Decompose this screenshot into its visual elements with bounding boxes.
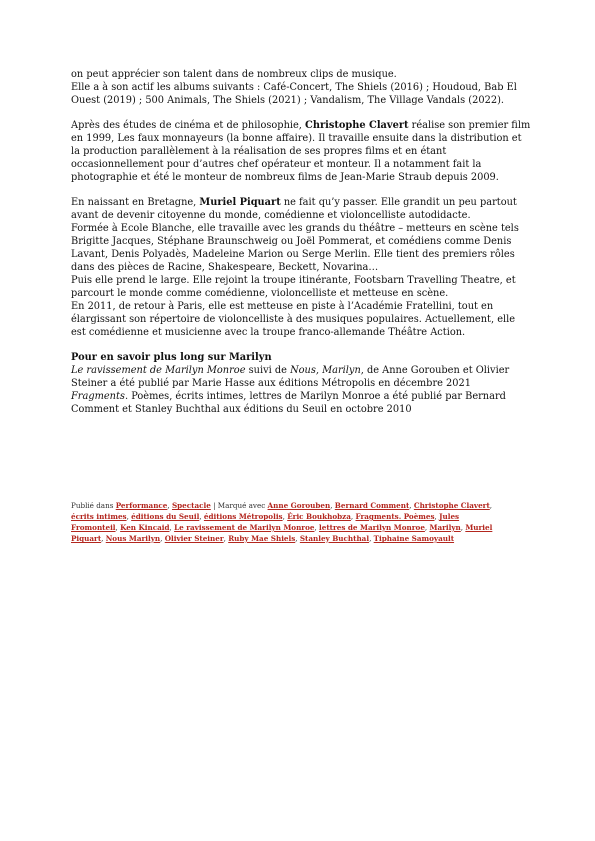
piquart-bio xyxy=(71,196,531,222)
tag-link[interactable]: Bernard Comment xyxy=(334,501,410,510)
published-in-label: Publié dans xyxy=(71,501,116,510)
category-link[interactable]: Performance xyxy=(115,501,168,510)
musician-albums: Elle a à son actif les albums suivants : Café-Concert, The Shiels (2016) ; Houdoud, Bab El Ouest (2019) ; 500 Animals, The Shiels (2021) ; Vandalism, The Village Vandals (2022). xyxy=(71,82,517,106)
tag-link[interactable]: Olivier Steiner xyxy=(164,534,224,543)
tag-list: Anne Gorouben, Bernard Comment, Christophe Clavert, écrits intimes, éditions du Seuil, éditions Métropolis, Éric Boukhobza, Fragments. Poèmes, Jules Fromonteil, Ken Kincaid, Le ravissement de Marilyn Monroe, lettres de Marilyn Monroe, Marilyn, Muriel Piquart, Nous Marilyn, Olivier Steiner, Ruby Mae Shiels, Stanley Buchthal, Tiphaine Samoyault xyxy=(71,501,493,543)
book-1: Le ravissement de Marilyn Monroe suivi de Nous, Marilyn, de Anne Gorouben et Olivier Steiner a été publié par Marie Hasse aux éditions Métropolis en décembre 2021 xyxy=(71,365,510,389)
tag-link[interactable]: écrits intimes xyxy=(71,512,127,521)
tag-link[interactable]: Anne Gorouben xyxy=(267,501,331,510)
tag-link[interactable]: Le ravissement de Marilyn Monroe xyxy=(174,523,315,532)
tag-link[interactable]: Ken Kincaid xyxy=(120,523,170,532)
tag-link[interactable]: Christophe Clavert xyxy=(413,501,490,510)
tag-link[interactable]: Nous Marilyn xyxy=(105,534,161,543)
piquart-text: ne fait qu’y passer. Elle grandit un peu partout avant de devenir citoyenne du monde, comédienne et violoncelliste autodidacte. xyxy=(71,197,517,221)
clavert-bio xyxy=(71,119,531,184)
clavert-name: Christophe Clavert xyxy=(305,120,409,131)
tag-link[interactable]: Muriel Piquart xyxy=(71,523,493,543)
piquart-name: Muriel Piquart xyxy=(199,197,281,208)
tag-link[interactable]: éditions du Seuil xyxy=(131,512,200,521)
tag-link[interactable]: Marilyn xyxy=(429,523,461,532)
more-heading: Pour en savoir plus long sur Marilyn xyxy=(71,352,272,363)
piquart-travel: Puis elle prend le large. Elle rejoint la troupe itinérante, Footsbarn Travelling Theatre, et parcourt le monde comme comédienne, violoncelliste et metteuse en scène. xyxy=(71,275,516,299)
piquart-intro: En naissant en Bretagne, xyxy=(71,197,200,208)
category-link[interactable]: Spectacle xyxy=(171,501,211,510)
tag-link[interactable]: Éric Boukhobza xyxy=(287,512,351,521)
musician-line: on peut apprécier son talent dans de nombreux clips de musique. xyxy=(71,69,397,80)
clavert-intro: Après des études de cinéma et de philosophie, xyxy=(71,120,306,131)
tag-link[interactable]: Fragments. Poèmes xyxy=(355,512,435,521)
tag-link[interactable]: Jules Fromonteil xyxy=(71,512,460,532)
tag-link[interactable]: Stanley Buchthal xyxy=(299,534,370,543)
tag-link[interactable]: lettres de Marilyn Monroe xyxy=(319,523,425,532)
clavert-text: réalise son premier film en 1999, Les faux monnayeurs (la bonne affaire). Il travaille ensuite dans la distribution et la production parallèlement à la réalisation de ses propres films et en étant occasionnellement pour d’autres chef opérateur et monteur. Il a notamment fait la photographie et été le monteur de nombreux films de Jean-Marie Straub depuis 2009. xyxy=(71,120,531,183)
tag-link[interactable]: Ruby Mae Shiels xyxy=(228,534,296,543)
book-1-title: Le ravissement de Marilyn Monroe xyxy=(71,365,246,376)
book-2: Fragments. Poèmes, écrits intimes, lettres de Marilyn Monroe a été publié par Bernard Comment et Stanley Buchthal aux éditions du Seuil en octobre 2010 xyxy=(71,391,506,415)
piquart-paris: En 2011, de retour à Paris, elle est metteuse en piste à l’Académie Fratellini, tout en élargissant son répertoire de violoncelliste à des musiques populaires. Actuellement, elle est comédienne et musicienne avec la troupe franco-allemande Théâtre Action. xyxy=(71,301,516,338)
tagged-with-label: | Marqué avec xyxy=(210,501,268,510)
book-2-title: Fragments. xyxy=(71,391,129,402)
post-meta: Publié dans Performance, Spectacle | Marqué avec Anne Gorouben, Bernard Comment, Christophe Clavert, écrits intimes, éditions du Seuil, éditions Métropolis, Éric Boukhobza, Fragments. Poèmes, Jules Fromonteil, Ken Kincaid, Le ravissement de Marilyn Monroe, lettres de Marilyn Monroe, Marilyn, Muriel Piquart, Nous Marilyn, Olivier Steiner, Ruby Mae Shiels, Stanley Buchthal, Tiphaine Samoyault xyxy=(71,501,493,543)
article-body xyxy=(71,68,531,416)
piquart-training: Formée à Ecole Blanche, elle travaille avec les grands du théâtre – metteurs en scène tels Brigitte Jacques, Stéphane Braunschweig ou Joël Pommerat, et comédiens comme Denis Lavant, Denis Polyadès, Madeleine Marion ou Serge Merlin. Elle tient des premiers rôles dans des pièces de Racine, Shakespeare, Beckett, Novarina… xyxy=(71,223,519,273)
tag-link[interactable]: Tiphaine Samoyault xyxy=(373,534,455,543)
book-1-title-2: Nous, Marilyn xyxy=(290,365,361,376)
tag-link[interactable]: éditions Métropolis xyxy=(203,512,283,521)
